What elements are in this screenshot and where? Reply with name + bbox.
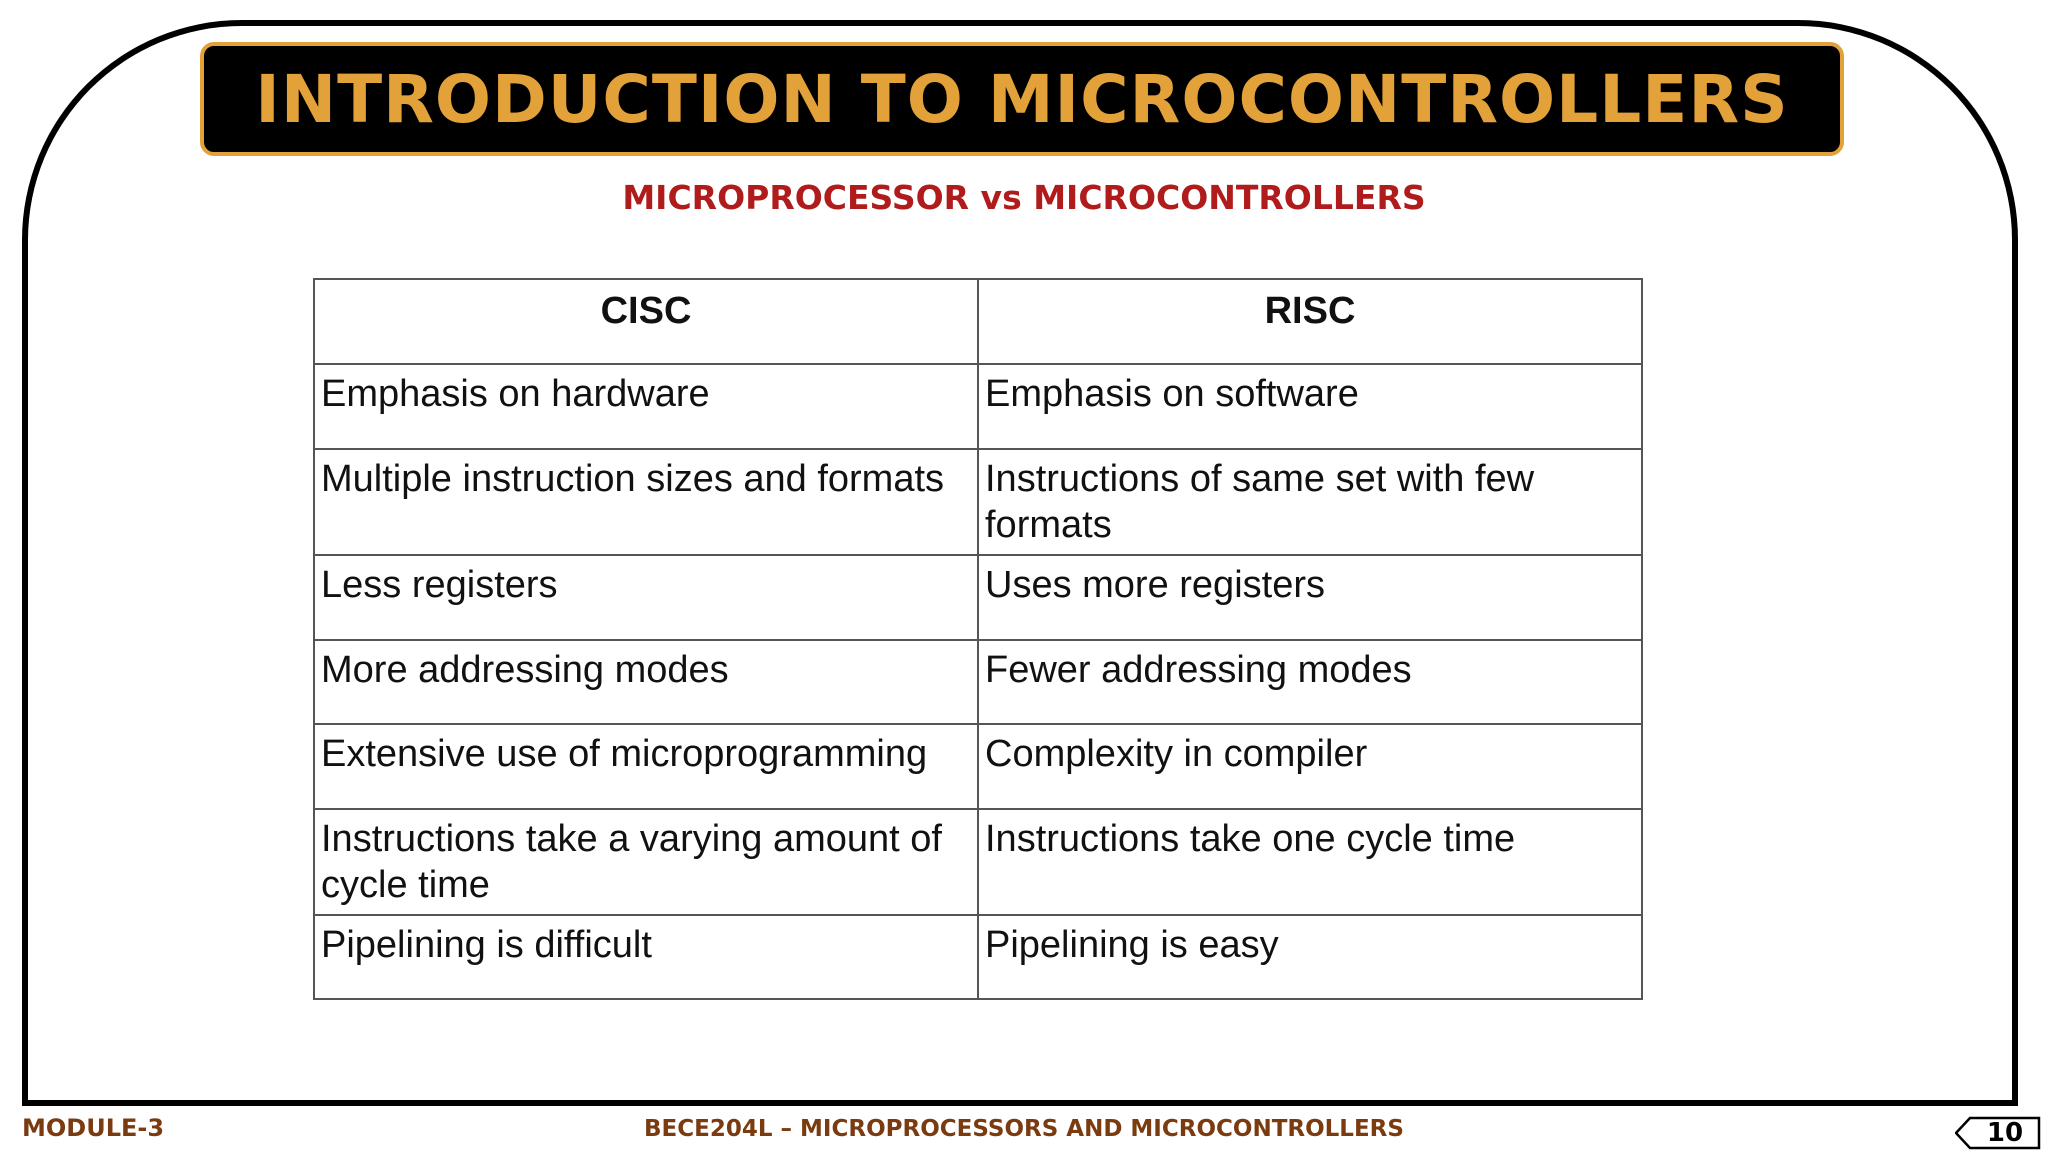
risc-cell: Complexity in compiler: [978, 724, 1642, 809]
comparison-table: [313, 278, 1643, 1000]
course-label: BECE204L – MICROPROCESSORS AND MICROCONTROLLERS: [644, 1116, 1404, 1142]
column-header-cisc: CISC: [314, 279, 978, 364]
table-row: [314, 449, 1642, 555]
module-label: MODULE-3: [22, 1114, 165, 1142]
cisc-cell: Instructions take a varying amount of cycle time: [314, 809, 978, 915]
risc-cell: Fewer addressing modes: [978, 640, 1642, 724]
slide-subtitle: MICROPROCESSOR vs MICROCONTROLLERS: [622, 178, 1426, 217]
risc-cell: Uses more registers: [978, 555, 1642, 640]
table-row: [314, 915, 1642, 999]
risc-cell: Instructions of same set with few formats: [978, 449, 1642, 555]
table-row: [314, 724, 1642, 809]
slide-title: INTRODUCTION TO MICROCONTROLLERS: [255, 60, 1789, 138]
table-row: [314, 555, 1642, 640]
table-row: [314, 640, 1642, 724]
risc-cell: Emphasis on software: [978, 364, 1642, 449]
cisc-cell: Pipelining is difficult: [314, 915, 978, 999]
cisc-cell: Emphasis on hardware: [314, 364, 978, 449]
footer-divider: [22, 1100, 2018, 1106]
column-header-risc: RISC: [978, 279, 1642, 364]
table-row: [314, 809, 1642, 915]
risc-cell: Pipelining is easy: [978, 915, 1642, 999]
cisc-cell: Extensive use of microprogramming: [314, 724, 978, 809]
table-header-row: [314, 279, 1642, 364]
cisc-cell: Multiple instruction sizes and formats: [314, 449, 978, 555]
title-banner: [200, 42, 1844, 156]
risc-cell: Instructions take one cycle time: [978, 809, 1642, 915]
cisc-cell: Less registers: [314, 555, 978, 640]
cisc-cell: More addressing modes: [314, 640, 978, 724]
page-number: 10: [1986, 1118, 2024, 1148]
table-row: [314, 364, 1642, 449]
page-number-badge: [1955, 1116, 2041, 1150]
